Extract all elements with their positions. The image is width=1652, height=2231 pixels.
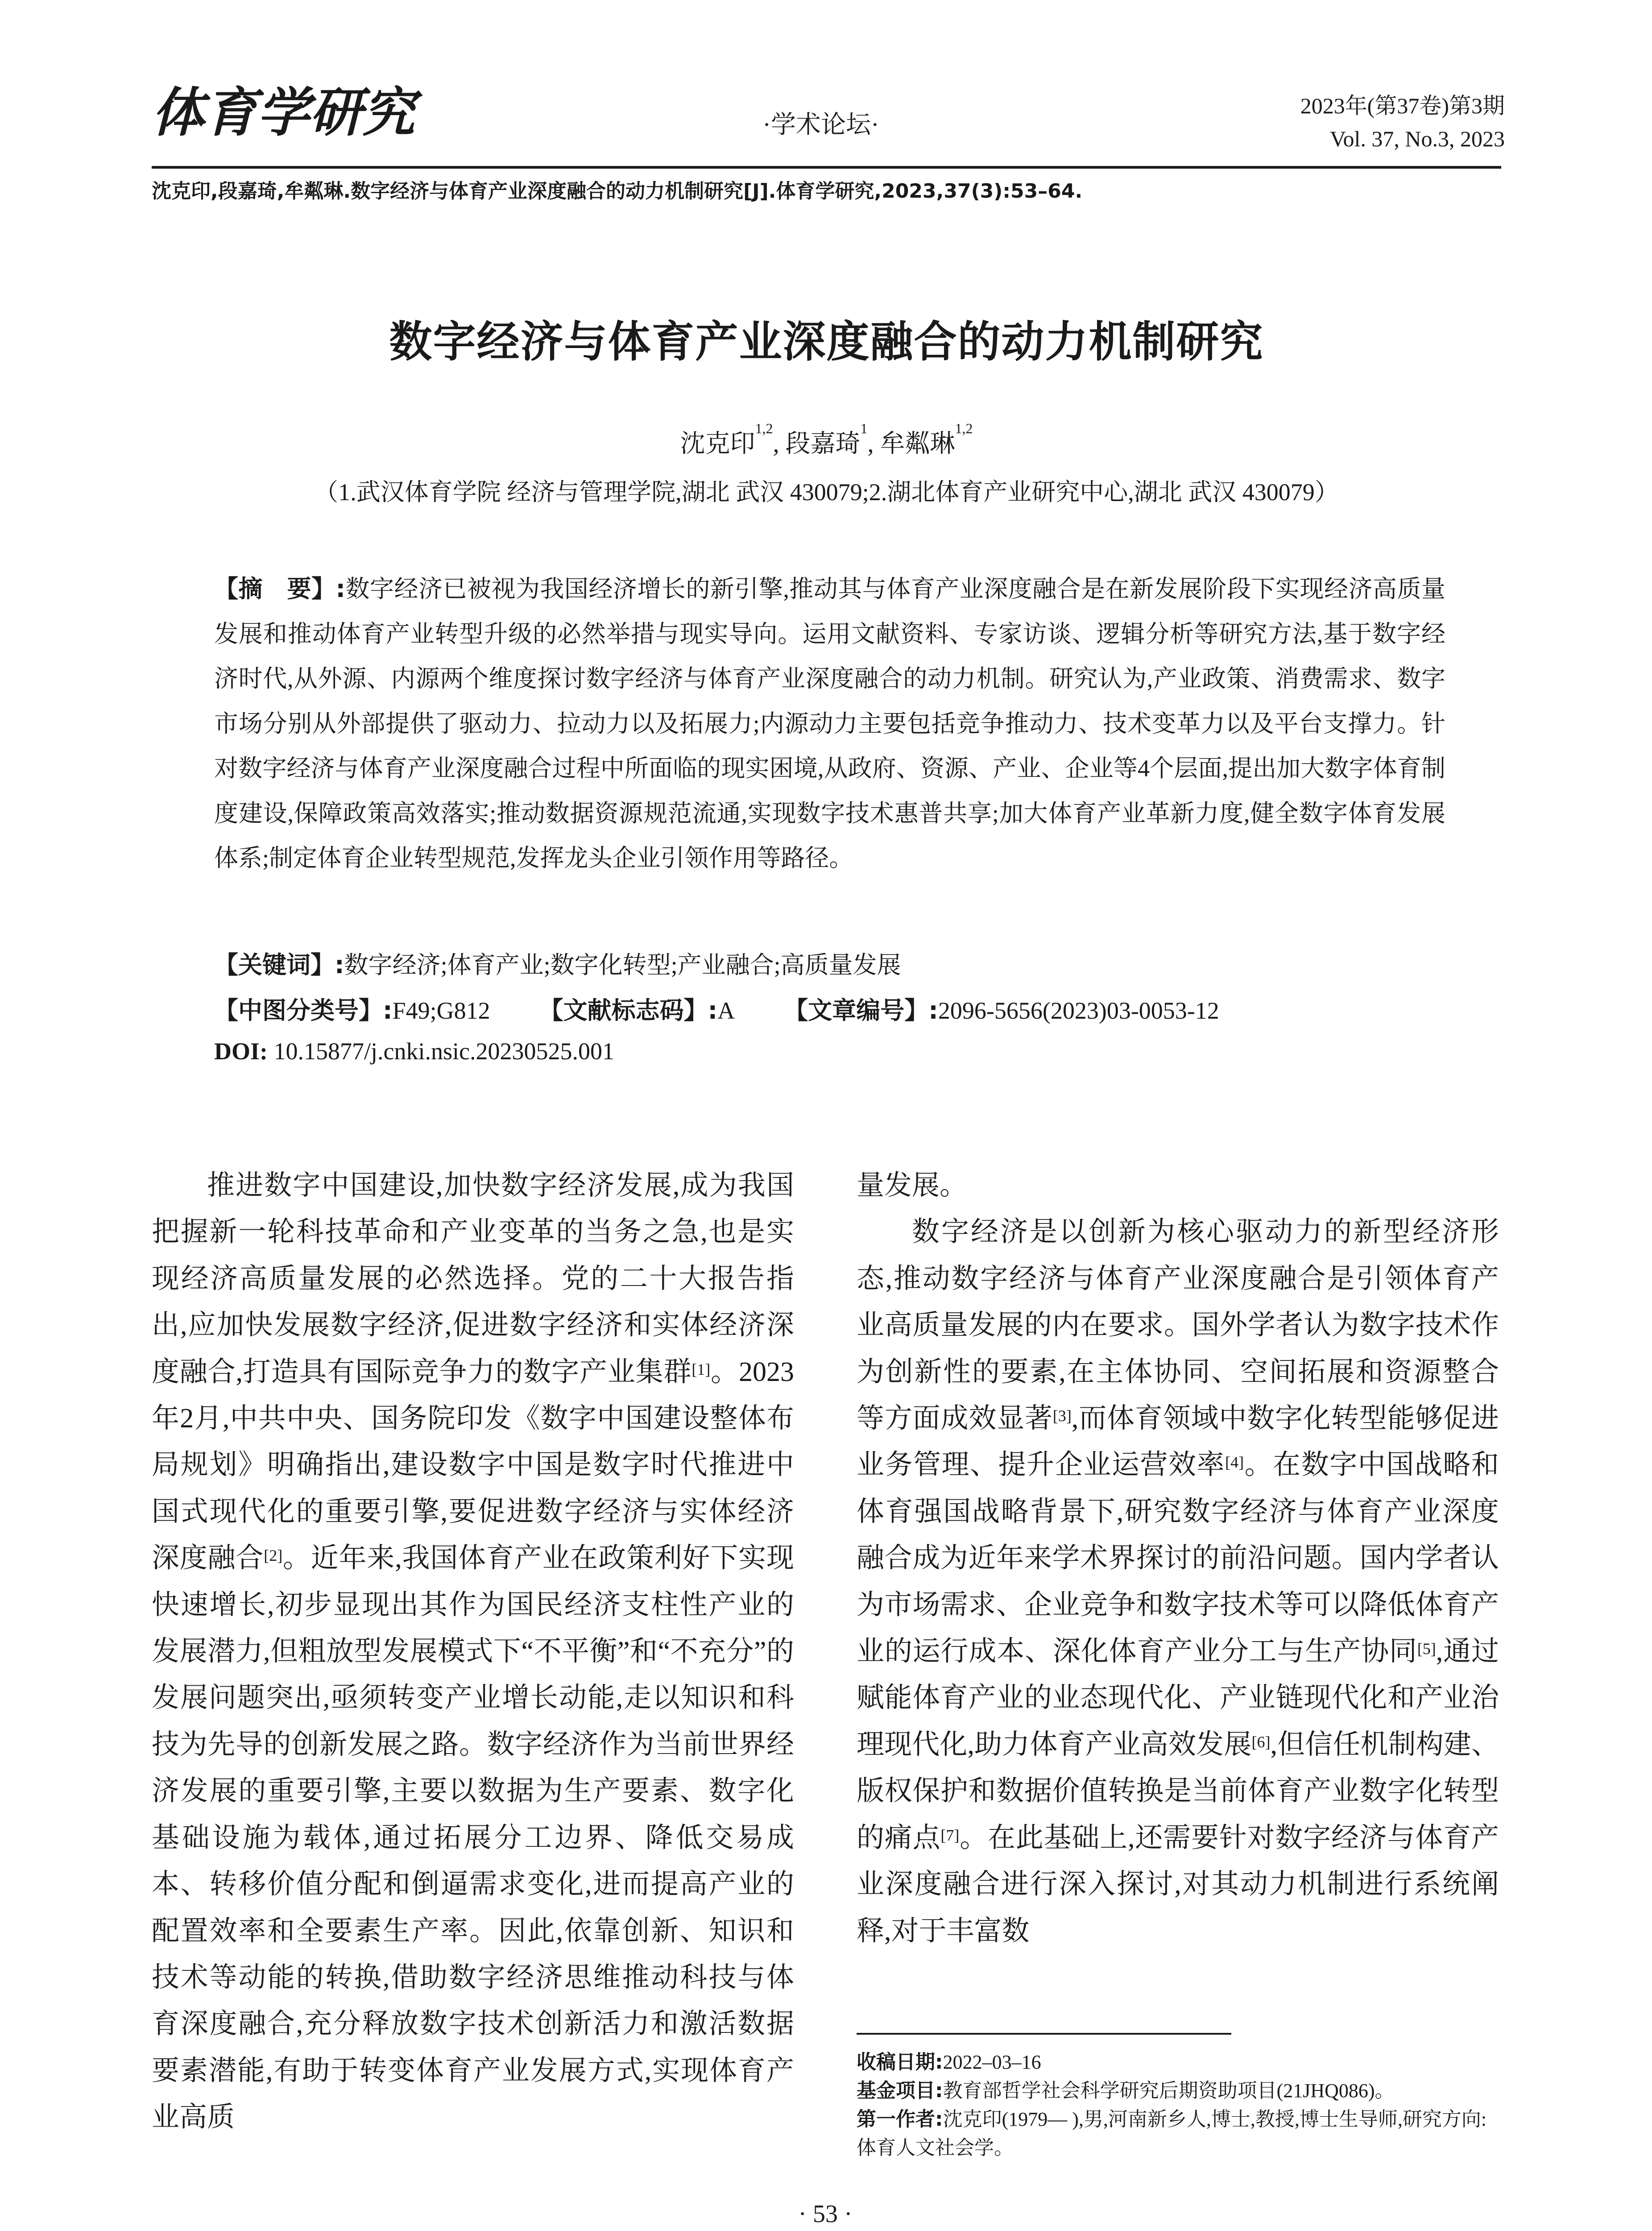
body-paragraph-continued bbox=[857, 1162, 1499, 1209]
citation-ref[interactable]: [7] bbox=[940, 1826, 960, 1844]
author-separator: , bbox=[867, 430, 880, 458]
citation-ref[interactable]: [4] bbox=[1225, 1453, 1244, 1472]
clc-label: 【中图分类号】: bbox=[214, 996, 393, 1024]
journal-logo-text: 体育学研究 bbox=[152, 81, 415, 143]
footnote-value: 教育部哲学社会科学研究后期资助项目(21JHQ086)。 bbox=[943, 2080, 1395, 2102]
abstract-text: 数字经济已被视为我国经济增长的新引擎,推动其与体育产业深度融合是在新发展阶段下实现经济高质量发展和推动体育产业转型升级的必然举措与现实导向。运用文献资料、专家访谈、逻辑分析等研究方法,基于数字经济时代,从外源、内源两个维度探讨数字经济与体育产业深度融合的动力机制。研究认为,产业政策、消费需求、数字市场分别从外部提供了驱动力、拉动力以及拓展力;内源动力主要包括竞争推动力、技术变革力以及平台支撑力。针对数字经济与体育产业深度融合过程中所面临的现实困境,从政府、资源、产业、企业等4个层面,提出加大数字体育制度建设,保障政策高效落实;推动数据资源规范流通,实现数字技术惠普共享;加大体育产业革新力度,健全数字体育发展体系;制定体育企业转型规范,发挥龙头企业引领作用等路径。 bbox=[214, 576, 1445, 871]
paper-title: 数字经济与体育产业深度融合的动力机制研究 bbox=[389, 317, 1264, 367]
footnote-label: 基金项目: bbox=[857, 2079, 943, 2102]
clc-value: F49;G812 bbox=[392, 997, 490, 1024]
footnote-label: 收稿日期: bbox=[857, 2051, 943, 2073]
body-text: 数字经济是以创新为核心驱动力的新型经济形态,推动数字经济与体育产业深度融合是引领体育产业高质量发展的内在要求。国外学者认为数字技术作为创新性的要素,在主体协同、空间拓展和资源整合等方面成效显著 bbox=[857, 1217, 1499, 1434]
body-paragraph bbox=[857, 1209, 1499, 1954]
citation-ref[interactable]: [5] bbox=[1417, 1640, 1436, 1658]
citation-ref[interactable]: [6] bbox=[1251, 1733, 1271, 1751]
author-affiliation-mark: 1 bbox=[860, 420, 868, 436]
author-affiliation-mark: 1,2 bbox=[755, 420, 773, 436]
author-name: 段嘉琦 bbox=[785, 430, 861, 458]
citation-ref[interactable]: [2] bbox=[264, 1547, 283, 1565]
doi bbox=[214, 1037, 1445, 1065]
classification-info bbox=[214, 991, 1445, 1026]
citation-ref[interactable]: [3] bbox=[1052, 1407, 1072, 1425]
footnote-fund bbox=[857, 2077, 1499, 2105]
keywords-label: 【关键词】: bbox=[214, 951, 344, 979]
body-text: ,但信任机制构建、版权保护和数据价值转换是当前体育产业数字化转型的痛点 bbox=[857, 1729, 1499, 1853]
body-text: 量发展。 bbox=[857, 1170, 968, 1201]
body-text: ,而体育领域中数字化转型能够促进业务管理、提升企业运营效率 bbox=[857, 1403, 1499, 1480]
abstract bbox=[214, 567, 1445, 881]
issue-info bbox=[1300, 89, 1505, 155]
doc-code-label: 【文献标志码】: bbox=[539, 996, 718, 1024]
header-divider bbox=[152, 166, 1501, 169]
doc-code-value: A bbox=[717, 997, 735, 1024]
author-separator: , bbox=[773, 430, 786, 458]
doi-label: DOI: bbox=[214, 1038, 268, 1065]
issue-cn: 2023年(第37卷)第3期 bbox=[1300, 93, 1505, 118]
footnote-label: 第一作者: bbox=[857, 2108, 943, 2131]
citation-line: 沈克印,段嘉琦,牟粼琳.数字经济与体育产业深度融合的动力机制研究[J].体育学研究,2023,37(3):53–64. bbox=[152, 180, 1083, 203]
author-list bbox=[152, 420, 1501, 460]
body-text: 。2023年2月,中共中央、国务院印发《数字中国建设整体布局规划》明确指出,建设数字中国是数字时代推进中国式现代化的重要引擎,要促进数字经济与实体经济深度融合 bbox=[152, 1356, 794, 1574]
doi-value: 10.15877/j.cnki.nsic.20230525.001 bbox=[273, 1038, 614, 1065]
page-number: · 53 · bbox=[798, 2200, 853, 2228]
journal-logo bbox=[152, 78, 437, 145]
issue-en: Vol. 37, No.3, 2023 bbox=[1329, 126, 1505, 151]
journal-logo-calligraphy bbox=[152, 78, 437, 145]
body-column-left bbox=[152, 1162, 794, 2141]
body-text: 推进数字中国建设,加快数字经济发展,成为我国把握新一轮科技革命和产业变革的当务之急,也是实现经济高质量发展的必然选择。党的二十大报告指出,应加快发展数字经济,促进数字经济和实体经济深度融合,打造具有国际竞争力的数字产业集群 bbox=[152, 1170, 794, 1387]
article-number-label: 【文章编号】: bbox=[784, 996, 938, 1024]
keywords-text: 数字经济;体育产业;数字化转型;产业融合;高质量发展 bbox=[344, 952, 901, 979]
footnote-received bbox=[857, 2048, 1499, 2077]
body-text: 。在此基础上,还需要针对数字经济与体育产业深度融合进行深入探讨,对其动力机制进行系统阐释,对于丰富数 bbox=[857, 1822, 1499, 1946]
body-text: 。近年来,我国体育产业在政策利好下实现快速增长,初步显现出其作为国民经济支柱性产业的发展潜力,但粗放型发展模式下“不平衡”和“不充分”的发展问题突出,亟须转变产业增长动能,走以知识和科技为先导的创新发展之路。数字经济作为当前世界经济发展的重要引擎,主要以数据为生产要素、数字化基础设施为载体,通过拓展分工边界、降低交易成本、转移价值分配和倒逼需求变化,进而提高产业的配置效率和全要素生产率。因此,依靠创新、知识和技术等动能的转换,借助数字经济思维推动科技与体育深度融合,充分释放数字技术创新活力和激活数据要素潜能,有助于转变体育产业发展方式,实现体育产业高质 bbox=[152, 1543, 794, 2133]
footnote-value: 沈克印(1979— ),男,河南新乡人,博士,教授,博士生导师,研究方向:体育人文社会学。 bbox=[857, 2108, 1487, 2159]
citation-ref[interactable]: [1] bbox=[691, 1360, 711, 1378]
author-affiliation-mark: 1,2 bbox=[955, 420, 973, 436]
affiliations: （1.武汉体育学院 经济与管理学院,湖北 武汉 430079;2.湖北体育产业研究中心,湖北 武汉 430079） bbox=[314, 479, 1339, 506]
footnote-divider bbox=[857, 2033, 1231, 2035]
body-paragraph bbox=[152, 1162, 794, 2141]
body-column-right bbox=[857, 1162, 1499, 1954]
abstract-label: 【摘 要】: bbox=[214, 575, 346, 603]
keywords bbox=[214, 946, 1445, 980]
footnote-first-author bbox=[857, 2105, 1499, 2162]
author-name: 牟粼琳 bbox=[880, 430, 955, 458]
body-text: 。在数字中国战略和体育强国战略背景下,研究数字经济与体育产业深度融合成为近年来学术界探讨的前沿问题。国内学者认为市场需求、企业竞争和数字技术等可以降低体育产业的运行成本、深化体育产业分工与生产协同 bbox=[857, 1450, 1499, 1667]
author-name: 沈克印 bbox=[680, 430, 755, 458]
section-label: ·学术论坛· bbox=[762, 111, 879, 139]
footnote-value: 2022–03–16 bbox=[943, 2051, 1041, 2073]
body-text: ,通过赋能体育产业的业态现代化、产业链现代化和产业治理现代化,助力体育产业高效发展 bbox=[857, 1636, 1499, 1760]
article-number-value: 2096-5656(2023)03-0053-12 bbox=[938, 997, 1219, 1024]
footnotes bbox=[857, 2048, 1499, 2162]
